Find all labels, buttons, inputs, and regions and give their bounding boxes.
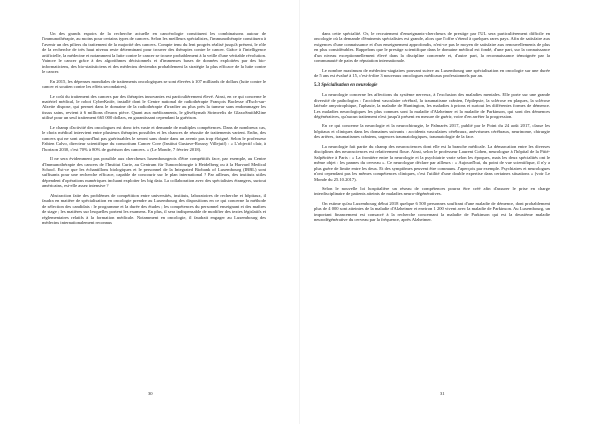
section-heading <box>314 83 550 89</box>
paragraph: La neurologie fait partie du champ des neurosciences dont elle est la branche médicale. La démarcation entre les diverses disciplines des neurosciences est relativement floue. Ainsi, selon le professeur Laurent Cohen, neurologue à l'hôpital de la Pitié-Salpêtrière à Paris : « La frontière entre la neurologie et la psychiatrie varie selon les époques, mais les deux spécialités ont le même objet : les pannes du cerveau ». Ce neurologue déclare par ailleurs : « Aujourd'hui, du point de vue scientifique, il n'y a plus guère de limite entre les deux. Et des symptômes peuvent être communs. J'aperçois par exemple. Psychiatres et neurologues n'ont cependant pas les mêmes compétences cliniques, c'est l'utilité d'une double expertise dans certaines situations » (voir Le Monde du 25.10.2017). <box>314 143 550 182</box>
paragraph: On estime qu'au Luxembourg début 2018 quelque 6 500 personnes souffrant d'une maladie de démence, dont probablement plus de 4 000 sont atteintes de la maladie d'Alzheimer et environ 1 200 vivent avec la maladie de Parkinson. Au Luxembourg, un important financement est consacré à la recherche concernant la maladie de Parkinson qui est la deuxième maladie neurodégénérative du cerveau par la fréquence, après Alzheimer. <box>314 200 550 223</box>
paragraph: dans cette spécialité. Or, le recrutement d'enseignants-chercheurs de prestige par l'UL sera particulièrement difficile en oncologie où la demande d'éminents spécialistes est grande, alors que l'offre s'étend à quelques rares pays. Afin de satisfaire aux exigences d'une connaissance et d'un enseignement approfondis, n'est-ce pas le moyen de satisfaire aux renouvellements de plus en plus considérables. Rappelons que le prestige scientifique dans le domaine médical est fondé, d'une part, sur la connaissance d'un niveau exceptionnellement élevé dans la discipline concernée et, d'autre part, la reconnaissance témoignée par la communauté de pairs de réputation internationale. <box>314 31 550 64</box>
paragraph: Selon le nouvelle loi hospitalière un réseau de compétences pourra être créé afin d'assurer le prise en charge interdisciplinaire de patients atteints de maladies neuro-dégénératives. <box>314 186 550 197</box>
paragraph: Un des grands espoirs de la recherche actuelle en cancérologie constituent les combinaisons autour de l'immunothérapie, au moins pour certains types de cancers. Selon les meilleurs spécialistes, l'immunothérapie constituera à l'avenir un des piliers du traitement de la majorité des cancers. Compte tenu du lent progrès réalisé jusqu'à présent, le rôle de la recherche de très haut niveau reste déterminant pour trouver des thérapies contre le cancer. Grâce à l'intelligence artificielle, la médecine et notamment la lutte contre le cancer se trouve probablement à la veille d'une véritable révolution. Vaincre le cancer grâce à des algorithmes décisionnels et d'immenses bases de données exploitées par des bio-informaticiens, des bio-statisticiens et des médecins deviendra probablement la stratégie la plus efficace de la lutte contre le cancer. <box>42 31 266 75</box>
section-title: Spécialisation en neurologie <box>321 82 378 88</box>
section-number: 5.3 <box>314 82 320 88</box>
paragraph: En ce qui concerne la neurologie et la neurochirurgie, le Palmarès 2017, publié par le Point du 24 août 2017, classe les hôpitaux et cliniques dans les domaines suivants : accidents vasculaires cérébraux, anévrismes cérébraux, neurinome, chirurgie des artères, traumatismes crâniens, urgences traumatologiques, traumatologie de la face. <box>314 123 550 140</box>
page-number: 30 <box>148 391 153 396</box>
paragraph: En 2015, les dépenses mondiales de traitements oncologiques se sont élevées à 107 milliards de dollars (lutte contre le cancer et soutien contre les effets secondaires). <box>42 78 266 90</box>
paragraph: Le champ d'activité des oncologues est donc très vaste et demande de multiples compétences. Dans de nombreux cas, le choix médical intervient entre plusieurs thérapies possibles et les chances de réussite de traitements varient. Enfin, des cancers qui ne sont aujourd'hui pas guérissables le seront sans doute dans un avenir pas trop éloigné. Selon le professeur Fabien Calvo, directeur scientifique du consortium Cancer Core (Institut Gustave-Roussy Villejuif) : « L'objectif clair, à l'horizon 2030, c'est 70% à 80% de guérison des cancers. » (Le Monde, 7 février 2018). <box>42 124 266 152</box>
paragraph: Il ne sera évidemment pas possible aux chercheurs luxembourgeois d'être compétitifs face, par exemple, au Centre d'Immunothérapie des cancers de l'Institut Curie, au Centrum für Tumorchirurgie à Heidelberg ou à la Harvard Medical School. Est-ce que les échantillons biologiques et le personnel de la Integrated Biobank of Luxembourg (IBBL) sont suffisants pour une recherche efficace, capable de concourir sur le plan international ? Par ailleurs, des instituts utiles dépendent d'opérations numériques incluant exploiter les big data. La collaboration avec des spécialistes étrangers, surtout américains, est-elle assez intensive ? <box>42 156 266 189</box>
page-number: 31 <box>440 391 445 396</box>
text-column-right <box>314 31 550 227</box>
text-column-left <box>42 31 266 230</box>
paragraph: La neurologie concerne les affections du système nerveux, à l'exclusion des maladies mentales. Elle porte sur une grande diversité de pathologies : l'accident vasculaire cérébral, la traumatisme crânien, l'épilepsie, la sclérose en plaques, la sclérose latérale amyotrophique, l'aphasie, la maladie de Huntington, les maladies à prions et surtout les différentes formes de démence. Les maladies neurologiques les plus connues sont la maladie d'Alzheimer et la maladie de Parkinson, qui sont des démences dégénératives, qu'aucun traitement n'est jusqu'à présent en mesure de guérir, voire d'en arrêter la progression. <box>314 92 550 120</box>
paragraph: Le nombre maximum de médecins-stagiaires pouvant suivre au Luxembourg une spécialisation en oncologie sur une durée de 5 ans est évalué à 15, c'est-à-dire 3 nouveaux oncologues médicaux professionnels par an. <box>314 67 550 79</box>
paragraph: Le coût du traitement des cancers par des thérapies innovantes est particulièrement élevé. Ainsi, en ce qui concerne le matériel médical, le robot CyberKnife, installé dont le Centre national de radiothérapie François Baclesse d'Esch-sur-Alzette dispose, qui permet dans le domaine de la radiothérapie d'irradier au plus près la tumeur sans endommager les tissus sains, revient à 6 millions d'euros pièce. Quant aux médicaments, le glivékymab Strimvelis de GlaxoSmithKline utilisé pour un seul traitement 665 000 dollars, en garantissant cependant la guérison. <box>42 93 266 121</box>
paragraph: Abstraction faite des problèmes de compétition entre universités, instituts, laboratoires de recherche et hôpitaux, il faudra en matière de spécialisation en oncologie prendre au Luxembourg des dispositions en ce qui concerne la méthode de sélection des candidats : le programme et la durée des études ; les compétences du personnel enseignant et des maîtres de stage ; les matières sur lesquelles portent les examens. En plus, il sera indispensable de modifier des textes législatifs et réglementaires relatifs à la formation médicale. Notamment en oncologie, il faudrait engager au Luxembourg des médecins internationalement reconnus <box>42 192 266 226</box>
page-31 <box>300 0 600 424</box>
